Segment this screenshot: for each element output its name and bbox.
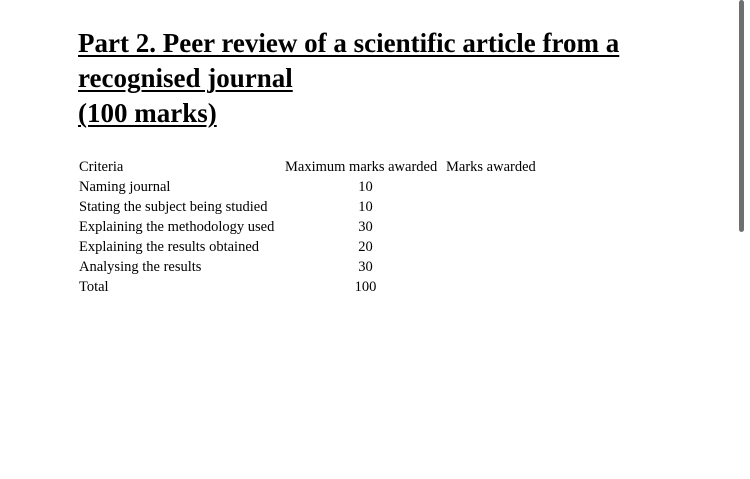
header-marks-awarded: Marks awarded xyxy=(446,159,536,175)
marks-awarded-cell xyxy=(446,257,566,277)
criteria-cell: Explaining the results obtained xyxy=(79,239,260,255)
title-line-1: Part 2. Peer review of a scientific article from a xyxy=(78,28,620,58)
max-marks-cell: 20 xyxy=(358,239,373,255)
vertical-scrollbar[interactable] xyxy=(739,0,744,232)
marks-awarded-cell xyxy=(446,277,566,297)
criteria-cell: Total xyxy=(79,279,109,295)
table-row xyxy=(79,257,566,277)
criteria-cell: Analysing the results xyxy=(79,259,202,275)
max-marks-cell: 100 xyxy=(354,279,377,295)
marks-awarded-cell xyxy=(446,217,566,237)
criteria-cell: Explaining the methodology used xyxy=(79,219,275,235)
table-row-total xyxy=(79,277,566,297)
table-row xyxy=(79,217,566,237)
criteria-cell: Stating the subject being studied xyxy=(79,199,268,215)
header-criteria: Criteria xyxy=(79,159,124,175)
marking-criteria-table xyxy=(79,157,566,297)
title-line-3: (100 marks) xyxy=(78,98,217,128)
page-title xyxy=(78,26,718,131)
max-marks-cell: 10 xyxy=(358,179,373,195)
max-marks-cell: 10 xyxy=(358,199,373,215)
marks-awarded-cell xyxy=(446,197,566,217)
title-line-2: recognised journal xyxy=(78,63,293,93)
table-row xyxy=(79,177,566,197)
table-row xyxy=(79,237,566,257)
criteria-cell: Naming journal xyxy=(79,179,171,195)
document-body xyxy=(78,26,718,131)
marks-awarded-cell xyxy=(446,177,566,197)
header-max-marks: Maximum marks awarded xyxy=(285,159,438,175)
marks-awarded-cell xyxy=(446,237,566,257)
table-row xyxy=(79,197,566,217)
table-header-row xyxy=(79,157,566,177)
max-marks-cell: 30 xyxy=(358,219,373,235)
max-marks-cell: 30 xyxy=(358,259,373,275)
